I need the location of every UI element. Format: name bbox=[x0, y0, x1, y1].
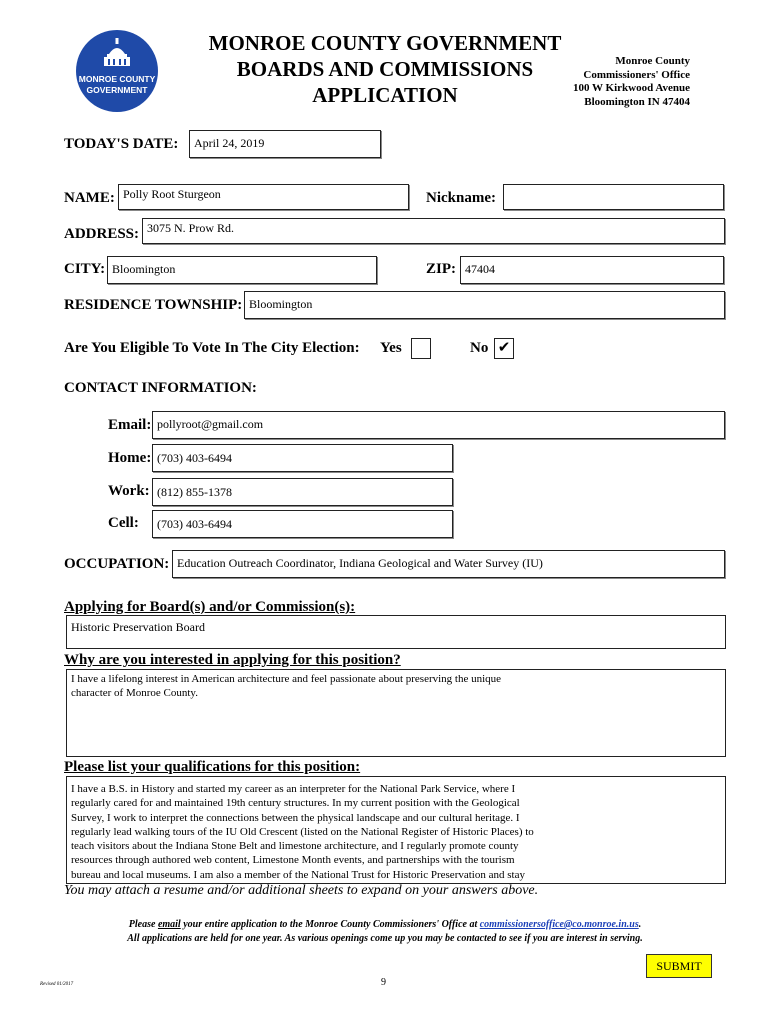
office-line3: 100 W Kirkwood Avenue bbox=[572, 82, 690, 94]
home-label: Home: bbox=[108, 450, 152, 466]
zip-label: ZIP: bbox=[426, 261, 456, 277]
qualifications-label: Please list your qualifications for this position: bbox=[64, 759, 361, 775]
township-label: RESIDENCE TOWNSHIP: bbox=[64, 297, 243, 313]
email-instruction-post: . bbox=[638, 919, 642, 930]
page-number: 9 bbox=[381, 977, 386, 988]
boards-label: Applying for Board(s) and/or Commission(s): bbox=[64, 599, 356, 615]
address-field[interactable]: 3075 N. Prow Rd. bbox=[142, 218, 725, 244]
office-address bbox=[560, 55, 690, 109]
interest-label: Why are you interested in applying for this position? bbox=[64, 652, 401, 668]
date-label: TODAY'S DATE: bbox=[64, 136, 179, 152]
email-instruction bbox=[40, 918, 730, 932]
name-field[interactable]: Polly Root Sturgeon bbox=[118, 184, 409, 210]
contact-heading: CONTACT INFORMATION: bbox=[64, 380, 257, 396]
nickname-label: Nickname: bbox=[426, 190, 496, 206]
office-line1: Monroe County bbox=[615, 55, 690, 67]
boards-field[interactable]: Historic Preservation Board bbox=[66, 615, 726, 649]
email-instruction-mid: your entire application to the Monroe County Commissioners' Office at bbox=[180, 919, 480, 930]
city-field[interactable]: Bloomington bbox=[107, 256, 377, 284]
qualifications-textarea[interactable]: I have a B.S. in History and started my career as an interpreter for the National Park Service, where I regularly cared for and maintained 19th century structures. In my current position with the Geological Survey, I work to interpret the connections between the physical landscape and our cultural heritage. I regularly lead walking tours of the IU Old Crescent (listed on the National Register of Historic Places) to teach visitors about the Indiana Stone Belt and limestone architecture, and I regularly promote county resources through authored web content, Limestone Month events, and partnerships with the tourism bureau and local museums. I am also a member of the National Trust for Historic Preservation and stay bbox=[66, 776, 726, 884]
email-instruction-word: email bbox=[157, 919, 181, 930]
logo-text-line1: MONROE COUNTY bbox=[78, 74, 156, 84]
interest-textarea[interactable]: I have a lifelong interest in American architecture and feel passionate about preserving the unique character of Monroe County. bbox=[66, 669, 726, 757]
commissioners-email-link[interactable]: commissionersoffice@co.monroe.in.us bbox=[479, 919, 639, 930]
email-label: Email: bbox=[108, 417, 152, 433]
vote-yes-checkbox[interactable] bbox=[411, 338, 431, 359]
submit-button[interactable]: SUBMIT bbox=[646, 954, 712, 978]
work-phone-field[interactable]: (812) 855-1378 bbox=[152, 478, 453, 506]
logo-text-line2: GOVERNMENT bbox=[86, 85, 148, 95]
title-line1: MONROE COUNTY GOVERNMENT bbox=[208, 31, 562, 55]
zip-field[interactable]: 47404 bbox=[460, 256, 724, 284]
yes-label: Yes bbox=[380, 340, 402, 356]
township-field[interactable]: Bloomington bbox=[244, 291, 725, 319]
cell-phone-field[interactable]: (703) 403-6494 bbox=[152, 510, 453, 538]
work-label: Work: bbox=[108, 483, 150, 499]
county-logo bbox=[76, 30, 158, 112]
office-line2: Commissioners' Office bbox=[583, 68, 690, 81]
cell-label: Cell: bbox=[108, 515, 139, 531]
address-label: ADDRESS: bbox=[64, 226, 140, 242]
no-label: No bbox=[470, 340, 489, 356]
email-field[interactable]: pollyroot@gmail.com bbox=[152, 411, 725, 439]
title-line3: APPLICATION bbox=[312, 83, 458, 107]
office-line4: Bloomington IN 47404 bbox=[584, 95, 690, 108]
city-label: CITY: bbox=[64, 261, 106, 277]
vote-question: Are You Eligible To Vote In The City Election: bbox=[64, 340, 360, 356]
nickname-field[interactable] bbox=[503, 184, 724, 210]
occupation-field[interactable]: Education Outreach Coordinator, Indiana Geological and Water Survey (IU) bbox=[172, 550, 725, 578]
courthouse-dome-icon bbox=[98, 38, 136, 68]
revised-date: Revised 01/2017 bbox=[40, 982, 74, 987]
occupation-label: OCCUPATION: bbox=[64, 556, 170, 572]
name-label: NAME: bbox=[64, 190, 115, 206]
held-note: All applications are held for one year. As various openings come up you may be contacted to see if you are interest in serving. bbox=[127, 933, 643, 944]
attach-note: You may attach a resume and/or additional sheets to expand on your answers above. bbox=[64, 883, 539, 898]
email-instruction-pre: Please bbox=[128, 919, 158, 930]
home-phone-field[interactable]: (703) 403-6494 bbox=[152, 444, 453, 472]
vote-no-checkbox[interactable]: ✔ bbox=[494, 338, 514, 359]
page-title bbox=[200, 30, 570, 108]
title-line2: BOARDS AND COMMISSIONS bbox=[236, 57, 534, 81]
date-field[interactable]: April 24, 2019 bbox=[189, 130, 381, 158]
